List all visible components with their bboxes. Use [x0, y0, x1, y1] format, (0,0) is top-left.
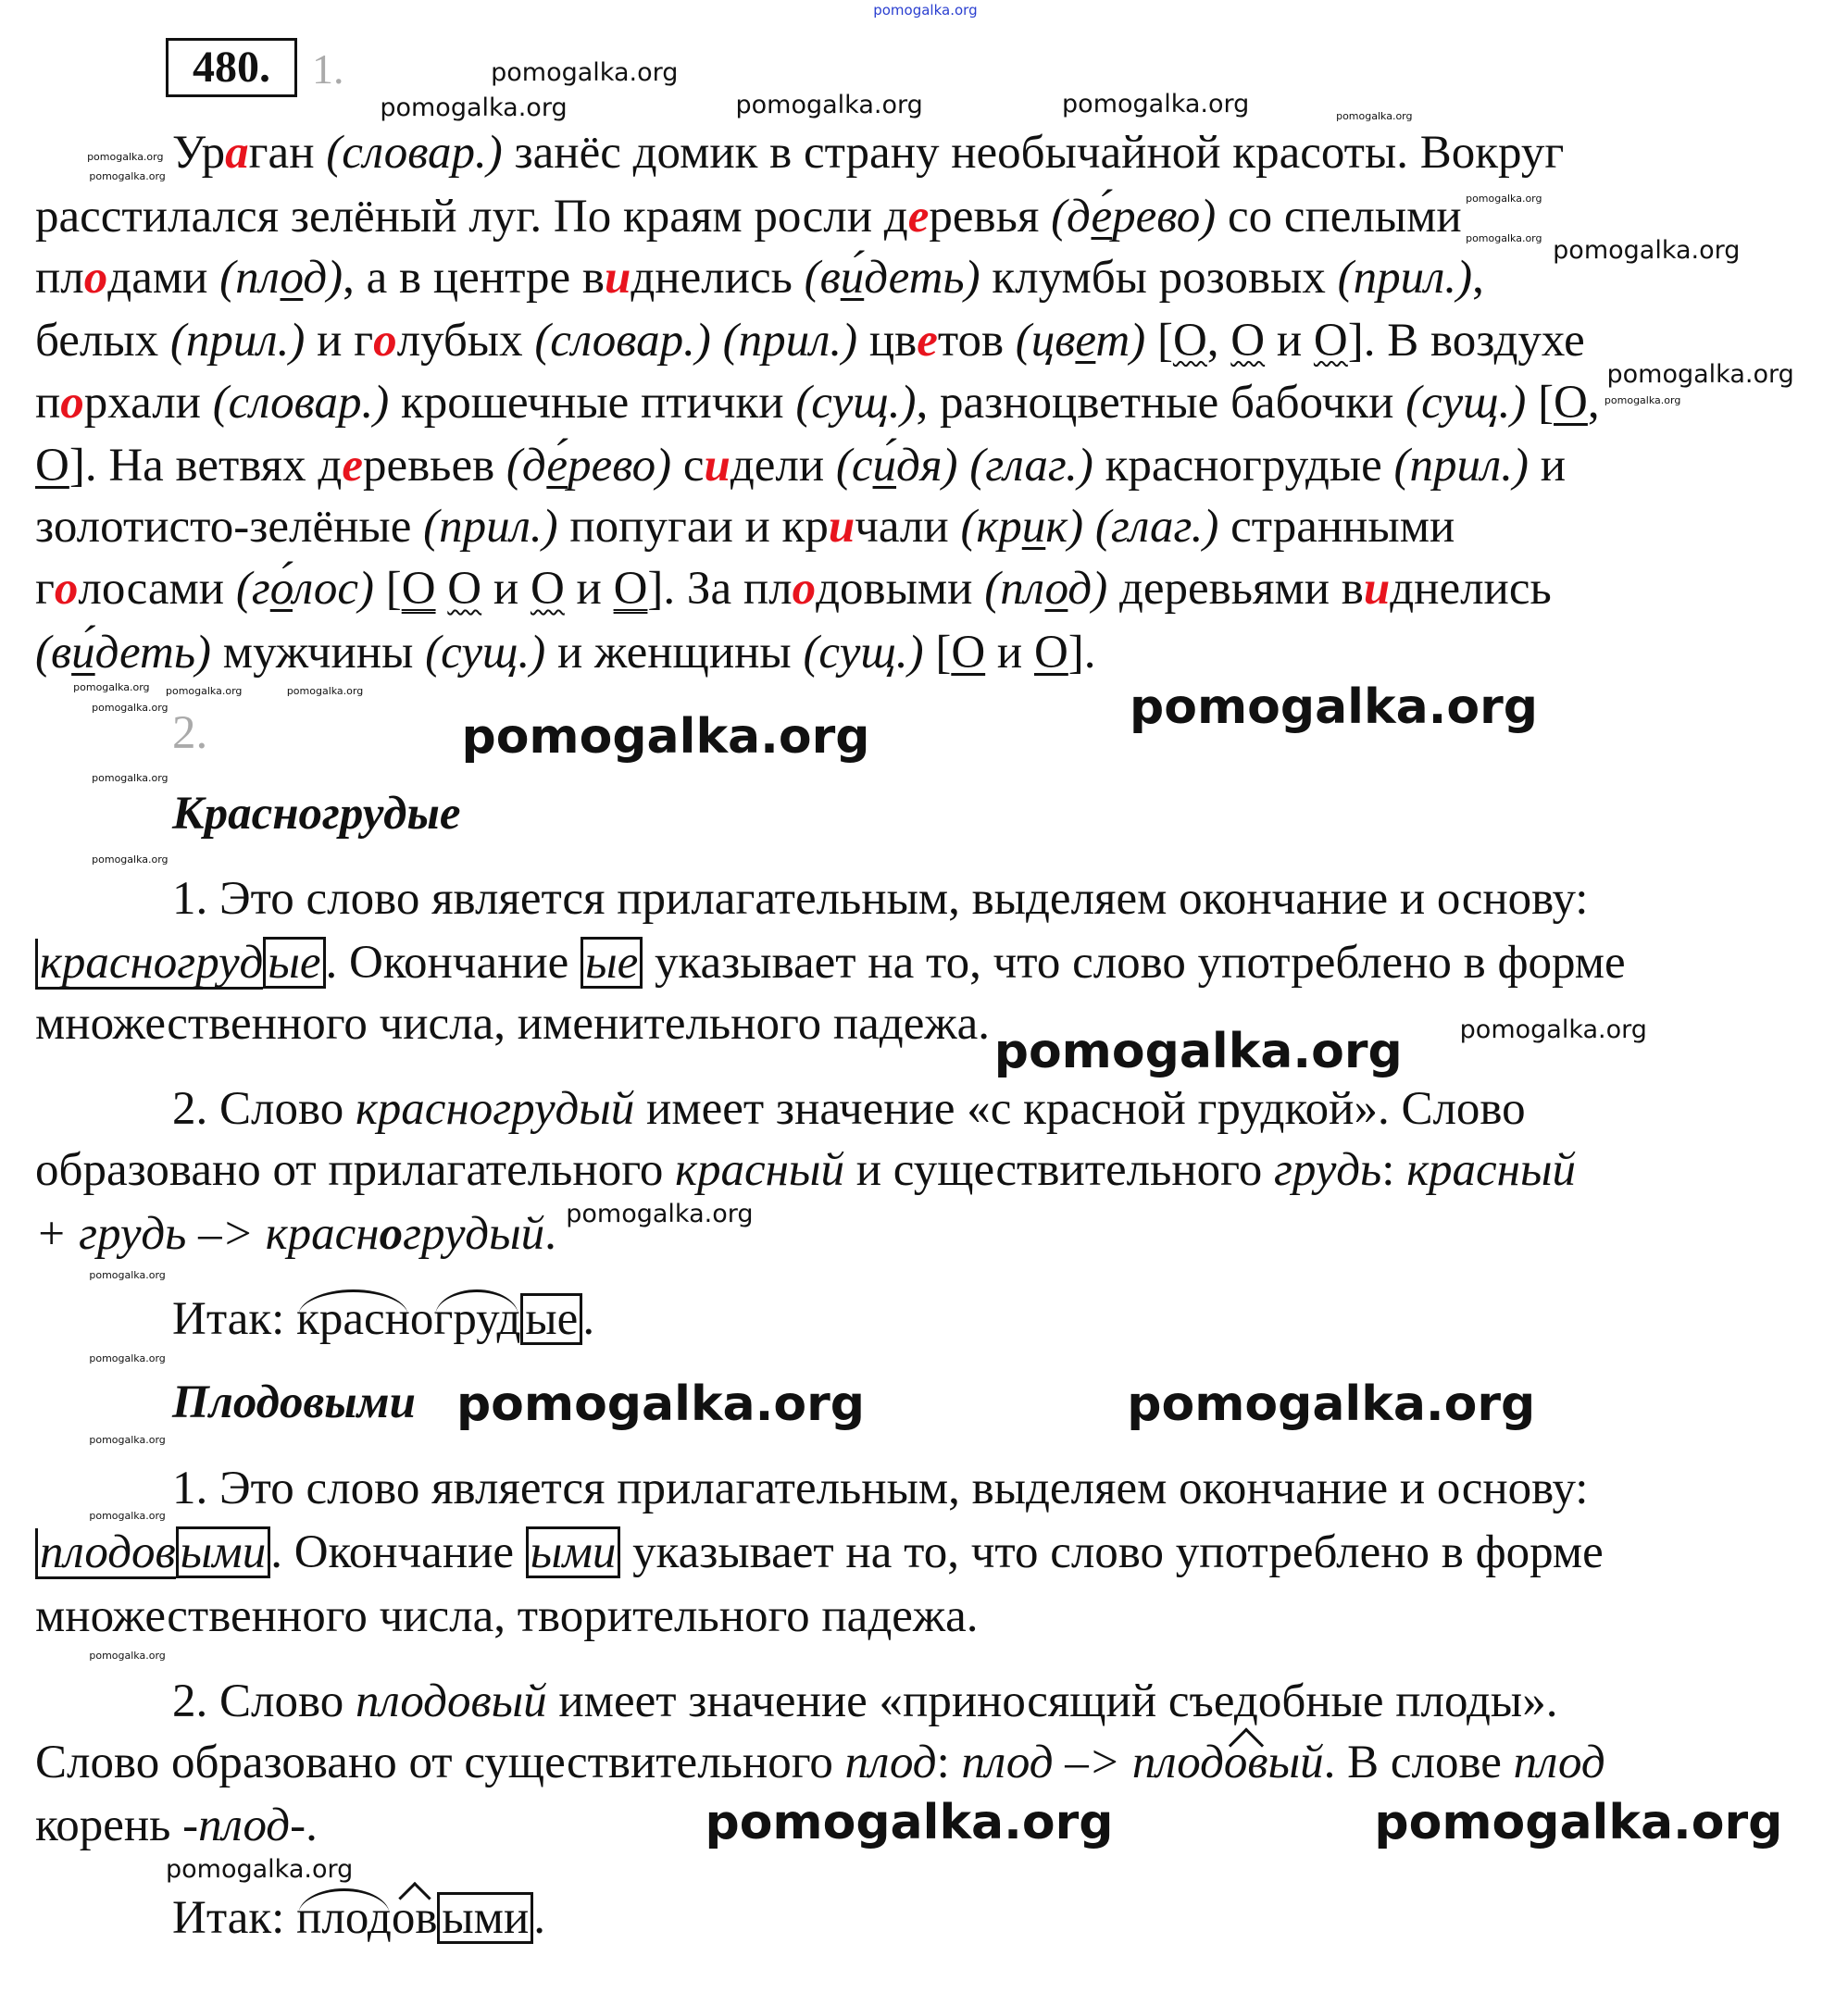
checked-vowel: е	[1075, 314, 1096, 367]
text-segment: и женщины	[545, 627, 804, 679]
italic-text: красный	[675, 1144, 844, 1197]
text-line	[172, 871, 1588, 927]
highlighted-vowel: о	[792, 563, 817, 616]
watermark: pomogalka.org	[456, 1376, 865, 1433]
watermark: pomogalka.org	[491, 58, 679, 88]
watermark: pomogalka.org	[1459, 1015, 1647, 1044]
checked-vowel: и́	[71, 627, 95, 679]
text-line	[35, 935, 1626, 990]
text-segment: расстилался зелёный луг. По краям росли д	[35, 191, 908, 243]
watermark: pomogalka.org	[87, 151, 164, 164]
underlined-subject: О	[35, 439, 69, 492]
text-segment: дели	[730, 439, 836, 492]
text-segment: .	[306, 1799, 318, 1851]
italic-text: грудый	[403, 1207, 545, 1260]
italic-text: (глаг.)	[1094, 500, 1219, 553]
ending-box: ые	[263, 937, 325, 989]
part-label: 2.	[172, 706, 208, 759]
highlighted-vowel: и	[704, 439, 730, 492]
italic-text: -плод-	[182, 1799, 306, 1851]
text-segment: и г	[305, 314, 374, 367]
text-segment: ]. На ветвях д	[69, 439, 343, 492]
text-line	[35, 189, 1462, 244]
connecting-vowel: о	[379, 1207, 404, 1260]
text-segment: странными	[1218, 500, 1455, 553]
text-segment: Итак:	[172, 1892, 297, 1945]
highlighted-vowel: о	[373, 314, 397, 367]
text-segment: имеет значение «приносящий съедобные плоды».	[546, 1675, 1558, 1728]
text-segment: ревья	[929, 191, 1052, 243]
italic-text: лос)	[292, 563, 374, 616]
italic-text: (пл	[984, 563, 1045, 616]
text-segment: дами	[107, 252, 220, 305]
text-line	[172, 1081, 1526, 1137]
italic-text: (сущ.)	[795, 377, 917, 430]
text-segment: п	[35, 377, 61, 430]
italic-text: (цв	[1015, 314, 1076, 367]
text-segment: ]. В воздухе	[1347, 314, 1585, 367]
italic-text: дя)	[896, 439, 958, 492]
watermark: pomogalka.org	[89, 1269, 166, 1282]
text-segment: красногрудые	[1093, 439, 1394, 492]
text-segment: днелись	[631, 252, 805, 305]
watermark: pomogalka.org	[89, 170, 166, 183]
text-segment: множественного числа, именительного падежа.	[35, 997, 991, 1050]
text-segment: , а в центре в	[343, 252, 605, 305]
text-segment: :	[1381, 1144, 1407, 1197]
italic-text: т)	[1095, 314, 1146, 367]
suffix-mark: ов	[1223, 1737, 1268, 1789]
checked-vowel: и	[1021, 500, 1046, 553]
watermark: pomogalka.org	[89, 1352, 166, 1364]
text-segment	[436, 563, 448, 615]
text-segment	[958, 440, 970, 492]
text-segment: рхали	[83, 377, 213, 430]
italic-text: (с	[835, 439, 873, 492]
italic-text: к)	[1045, 500, 1084, 553]
underlined-subject: О	[1554, 377, 1588, 430]
text-segment: 2. Слово	[172, 1675, 356, 1728]
text-segment: 2. Слово	[172, 1082, 356, 1135]
watermark: pomogalka.org	[735, 90, 923, 119]
text-segment: и	[1265, 314, 1314, 367]
text-line	[172, 125, 1564, 181]
italic-text: (в	[35, 627, 72, 679]
text-line	[35, 1206, 556, 1262]
italic-text: (прил.)	[423, 500, 558, 553]
ending-box: ыми	[176, 1526, 271, 1578]
wavy-underlined-predicate: О	[1172, 314, 1207, 367]
watermark: pomogalka.org	[92, 853, 169, 866]
text-segment: лубых	[396, 314, 535, 367]
italic-text: ый	[1267, 1737, 1324, 1789]
text-segment: образовано от прилагательного	[35, 1144, 676, 1197]
italic-text: (глаг.)	[969, 439, 1093, 492]
watermark: pomogalka.org	[1604, 393, 1681, 406]
italic-text: (пл	[219, 252, 281, 305]
text-segment: . В слове	[1323, 1737, 1514, 1789]
italic-text: рево)	[567, 439, 672, 492]
highlighted-vowel: е	[917, 314, 938, 367]
italic-text: (прил.)	[169, 314, 306, 367]
italic-text: красногрудый	[355, 1082, 635, 1135]
text-segment: [	[1145, 314, 1173, 367]
checked-vowel: е́	[546, 439, 568, 492]
checked-vowel: о́	[269, 563, 293, 616]
text-segment: ,	[1206, 314, 1231, 367]
ending-box: ые	[581, 937, 643, 989]
highlighted-vowel: и	[604, 252, 631, 305]
word-stem: красногруд	[35, 939, 263, 990]
text-segment: 1. Это слово является прилагательным, выделяем окончание и основу:	[172, 872, 1589, 925]
text-segment: и	[481, 563, 531, 616]
text-line	[172, 705, 207, 761]
watermark: pomogalka.org	[1336, 109, 1413, 122]
text-segment: :	[936, 1737, 962, 1789]
italic-text: (в	[804, 252, 841, 305]
watermark: pomogalka.org	[1374, 1795, 1783, 1851]
text-segment: ]. За пл	[647, 563, 793, 616]
highlighted-vowel: е	[907, 191, 930, 243]
text-segment: ,	[1472, 252, 1484, 305]
italic-text: (сущ.)	[1405, 377, 1527, 430]
text-segment: и существительного	[843, 1144, 1275, 1197]
text-segment: ган	[248, 127, 327, 180]
watermark: pomogalka.org	[1130, 679, 1539, 736]
text-segment: г	[35, 563, 55, 616]
wavy-underlined-predicate: О	[530, 563, 565, 616]
text-line	[35, 561, 1552, 617]
text-line	[35, 1142, 1576, 1198]
text-segment: со спелыми	[1216, 191, 1462, 243]
italic-text: плод	[1513, 1737, 1605, 1789]
text-segment: и	[1529, 439, 1567, 492]
checked-vowel: и́	[872, 439, 897, 492]
highlighted-vowel: о	[54, 563, 79, 616]
double-underlined: О	[613, 563, 648, 616]
text-line	[172, 1375, 416, 1430]
text-line	[172, 786, 461, 841]
wavy-underlined-predicate: О	[1230, 314, 1266, 367]
watermark: pomogalka.org	[1466, 232, 1542, 245]
text-segment: золотисто-зелёные	[35, 500, 424, 553]
watermark: pomogalka.org	[89, 1649, 166, 1662]
text-line	[35, 1798, 318, 1853]
watermark: pomogalka.org	[380, 93, 568, 122]
highlighted-vowel: и	[1363, 563, 1391, 616]
text-segment: ].	[1068, 627, 1096, 679]
text-segment: пл	[35, 252, 84, 305]
text-segment	[711, 315, 723, 367]
text-segment: и	[564, 563, 614, 616]
italic-text: + грудь –> красн	[35, 1207, 380, 1260]
watermark: pomogalka.org	[89, 1510, 166, 1523]
italic-text: (сущ.)	[425, 627, 546, 679]
italic-text: (прил.)	[722, 314, 858, 367]
text-segment: [	[1526, 377, 1555, 430]
text-segment: чали	[855, 500, 961, 553]
word-stem: плодов	[35, 1528, 176, 1579]
text-segment: .	[533, 1892, 545, 1945]
text-segment: [	[923, 627, 952, 679]
text-segment: крошечные птички	[389, 377, 796, 430]
section-heading: Плодовыми	[172, 1376, 416, 1428]
section-heading: Красногрудые	[172, 787, 461, 840]
text-line	[35, 996, 990, 1052]
text-segment: с	[671, 439, 705, 492]
root-arc: груд	[433, 1293, 521, 1346]
text-segment: множественного числа, творительного падежа.	[35, 1590, 979, 1643]
watermark: pomogalka.org	[705, 1795, 1114, 1851]
text-segment: указывает на то, что слово употреблено в форме	[620, 1526, 1604, 1579]
watermark: pomogalka.org	[873, 2, 978, 19]
text-segment: мужчины	[211, 627, 426, 679]
italic-text: плод –> плод	[961, 1737, 1224, 1789]
italic-text: (словар.)	[534, 314, 711, 367]
italic-text: (д	[506, 439, 547, 492]
text-segment: .	[544, 1207, 556, 1260]
double-underlined: О	[401, 563, 436, 616]
italic-text: деть)	[94, 627, 212, 679]
text-segment: занёс домик в страну необычайной красоты. Вокруг	[502, 127, 1565, 180]
italic-text: деть)	[864, 252, 980, 305]
italic-text: д)	[1068, 563, 1108, 616]
watermark: pomogalka.org	[1606, 359, 1794, 389]
highlighted-vowel: о	[83, 252, 108, 305]
text-segment: тов	[937, 314, 1016, 367]
text-segment	[1083, 501, 1095, 553]
text-line	[172, 1461, 1588, 1516]
text-line	[172, 1674, 1557, 1729]
checked-vowel: е́	[1091, 191, 1113, 243]
watermark: pomogalka.org	[461, 708, 870, 765]
ending-box: ыми	[526, 1526, 621, 1578]
italic-text: рево)	[1112, 191, 1217, 243]
part-1-label: 1.	[312, 45, 344, 93]
highlighted-vowel: е	[342, 439, 363, 492]
text-segment: Ур	[172, 127, 226, 180]
text-line	[35, 313, 1585, 368]
italic-text: (сущ.)	[803, 627, 924, 679]
watermark: pomogalka.org	[92, 772, 169, 785]
italic-text: плодовый	[355, 1675, 547, 1728]
italic-text: (г	[235, 563, 270, 616]
suffix-mark: ов	[391, 1892, 438, 1945]
text-segment: деревьями в	[1107, 563, 1364, 616]
text-segment: цв	[857, 314, 918, 367]
text-segment: . Окончание	[270, 1526, 526, 1579]
text-line	[35, 1588, 979, 1644]
italic-text: (словар.)	[326, 127, 503, 180]
italic-text: (прил.)	[1337, 252, 1473, 305]
text-line	[172, 1890, 545, 1946]
watermark: pomogalka.org	[1466, 192, 1542, 205]
text-segment: о	[409, 1293, 434, 1346]
wavy-underlined-predicate: О	[447, 563, 482, 616]
ending-box: ые	[520, 1293, 582, 1345]
watermark: pomogalka.org	[1553, 236, 1741, 266]
text-segment: и	[985, 627, 1034, 679]
text-line	[35, 250, 1484, 305]
text-segment: 1. Это слово является прилагательным, выделяем окончание и основу:	[172, 1463, 1589, 1515]
watermark: pomogalka.org	[566, 1199, 754, 1228]
text-segment: ревьев	[362, 439, 506, 492]
text-line	[35, 375, 1600, 430]
watermark: pomogalka.org	[1062, 89, 1250, 118]
wavy-underlined-predicate: О	[1313, 314, 1348, 367]
root-arc: плод	[296, 1892, 392, 1945]
italic-text: (кр	[960, 500, 1022, 553]
text-line	[35, 1525, 1604, 1580]
watermark: pomogalka.org	[1127, 1376, 1536, 1433]
watermark: pomogalka.org	[92, 702, 169, 715]
watermark: pomogalka.org	[166, 1854, 354, 1884]
checked-vowel: о	[1044, 563, 1068, 616]
watermark: pomogalka.org	[286, 684, 364, 697]
highlighted-vowel: а	[225, 127, 249, 180]
underlined-subject: О	[1033, 627, 1068, 679]
italic-text: грудь	[1274, 1144, 1382, 1197]
ending-box: ыми	[437, 1892, 533, 1944]
text-segment: имеет значение «с красной грудкой». Слово	[634, 1082, 1526, 1135]
root-arc: красн	[296, 1293, 410, 1346]
text-segment: , разноцветные бабочки	[916, 377, 1406, 430]
exercise-number: 480.	[166, 38, 297, 97]
text-segment: довыми	[816, 563, 985, 616]
italic-text: д)	[303, 252, 343, 305]
text-line	[172, 1291, 594, 1347]
text-segment: . Окончание	[325, 936, 581, 989]
text-segment: Слово образовано от существительного	[35, 1737, 845, 1789]
text-segment: Итак:	[172, 1293, 297, 1346]
text-line	[35, 438, 1566, 493]
text-line	[35, 1735, 1605, 1790]
italic-text: (словар.)	[212, 377, 390, 430]
highlighted-vowel: о	[60, 377, 84, 430]
text-segment: белых	[35, 314, 170, 367]
watermark: pomogalka.org	[73, 681, 150, 694]
text-segment: .	[582, 1293, 595, 1346]
text-segment: попугаи и кр	[557, 500, 829, 553]
italic-text: (прил.)	[1393, 439, 1530, 492]
text-line	[35, 499, 1455, 554]
text-segment: [	[373, 563, 402, 616]
checked-vowel: о	[280, 252, 304, 305]
watermark: pomogalka.org	[993, 1023, 1403, 1079]
text-segment: указывает на то, что слово употреблено в форме	[643, 936, 1626, 989]
italic-text: плод	[844, 1737, 937, 1789]
text-segment: ,	[1587, 377, 1600, 430]
watermark: pomogalka.org	[166, 684, 243, 697]
italic-text: (д	[1051, 191, 1092, 243]
text-line	[35, 625, 1096, 680]
text-segment: клумбы розовых	[980, 252, 1338, 305]
text-segment: корень	[35, 1799, 183, 1851]
text-segment: лосами	[78, 563, 236, 616]
watermark: pomogalka.org	[89, 1434, 166, 1446]
checked-vowel: и́	[840, 252, 865, 305]
highlighted-vowel: и	[828, 500, 855, 553]
italic-text: красный	[1406, 1144, 1577, 1197]
underlined-subject: О	[951, 627, 986, 679]
text-segment: днелись	[1390, 563, 1552, 616]
